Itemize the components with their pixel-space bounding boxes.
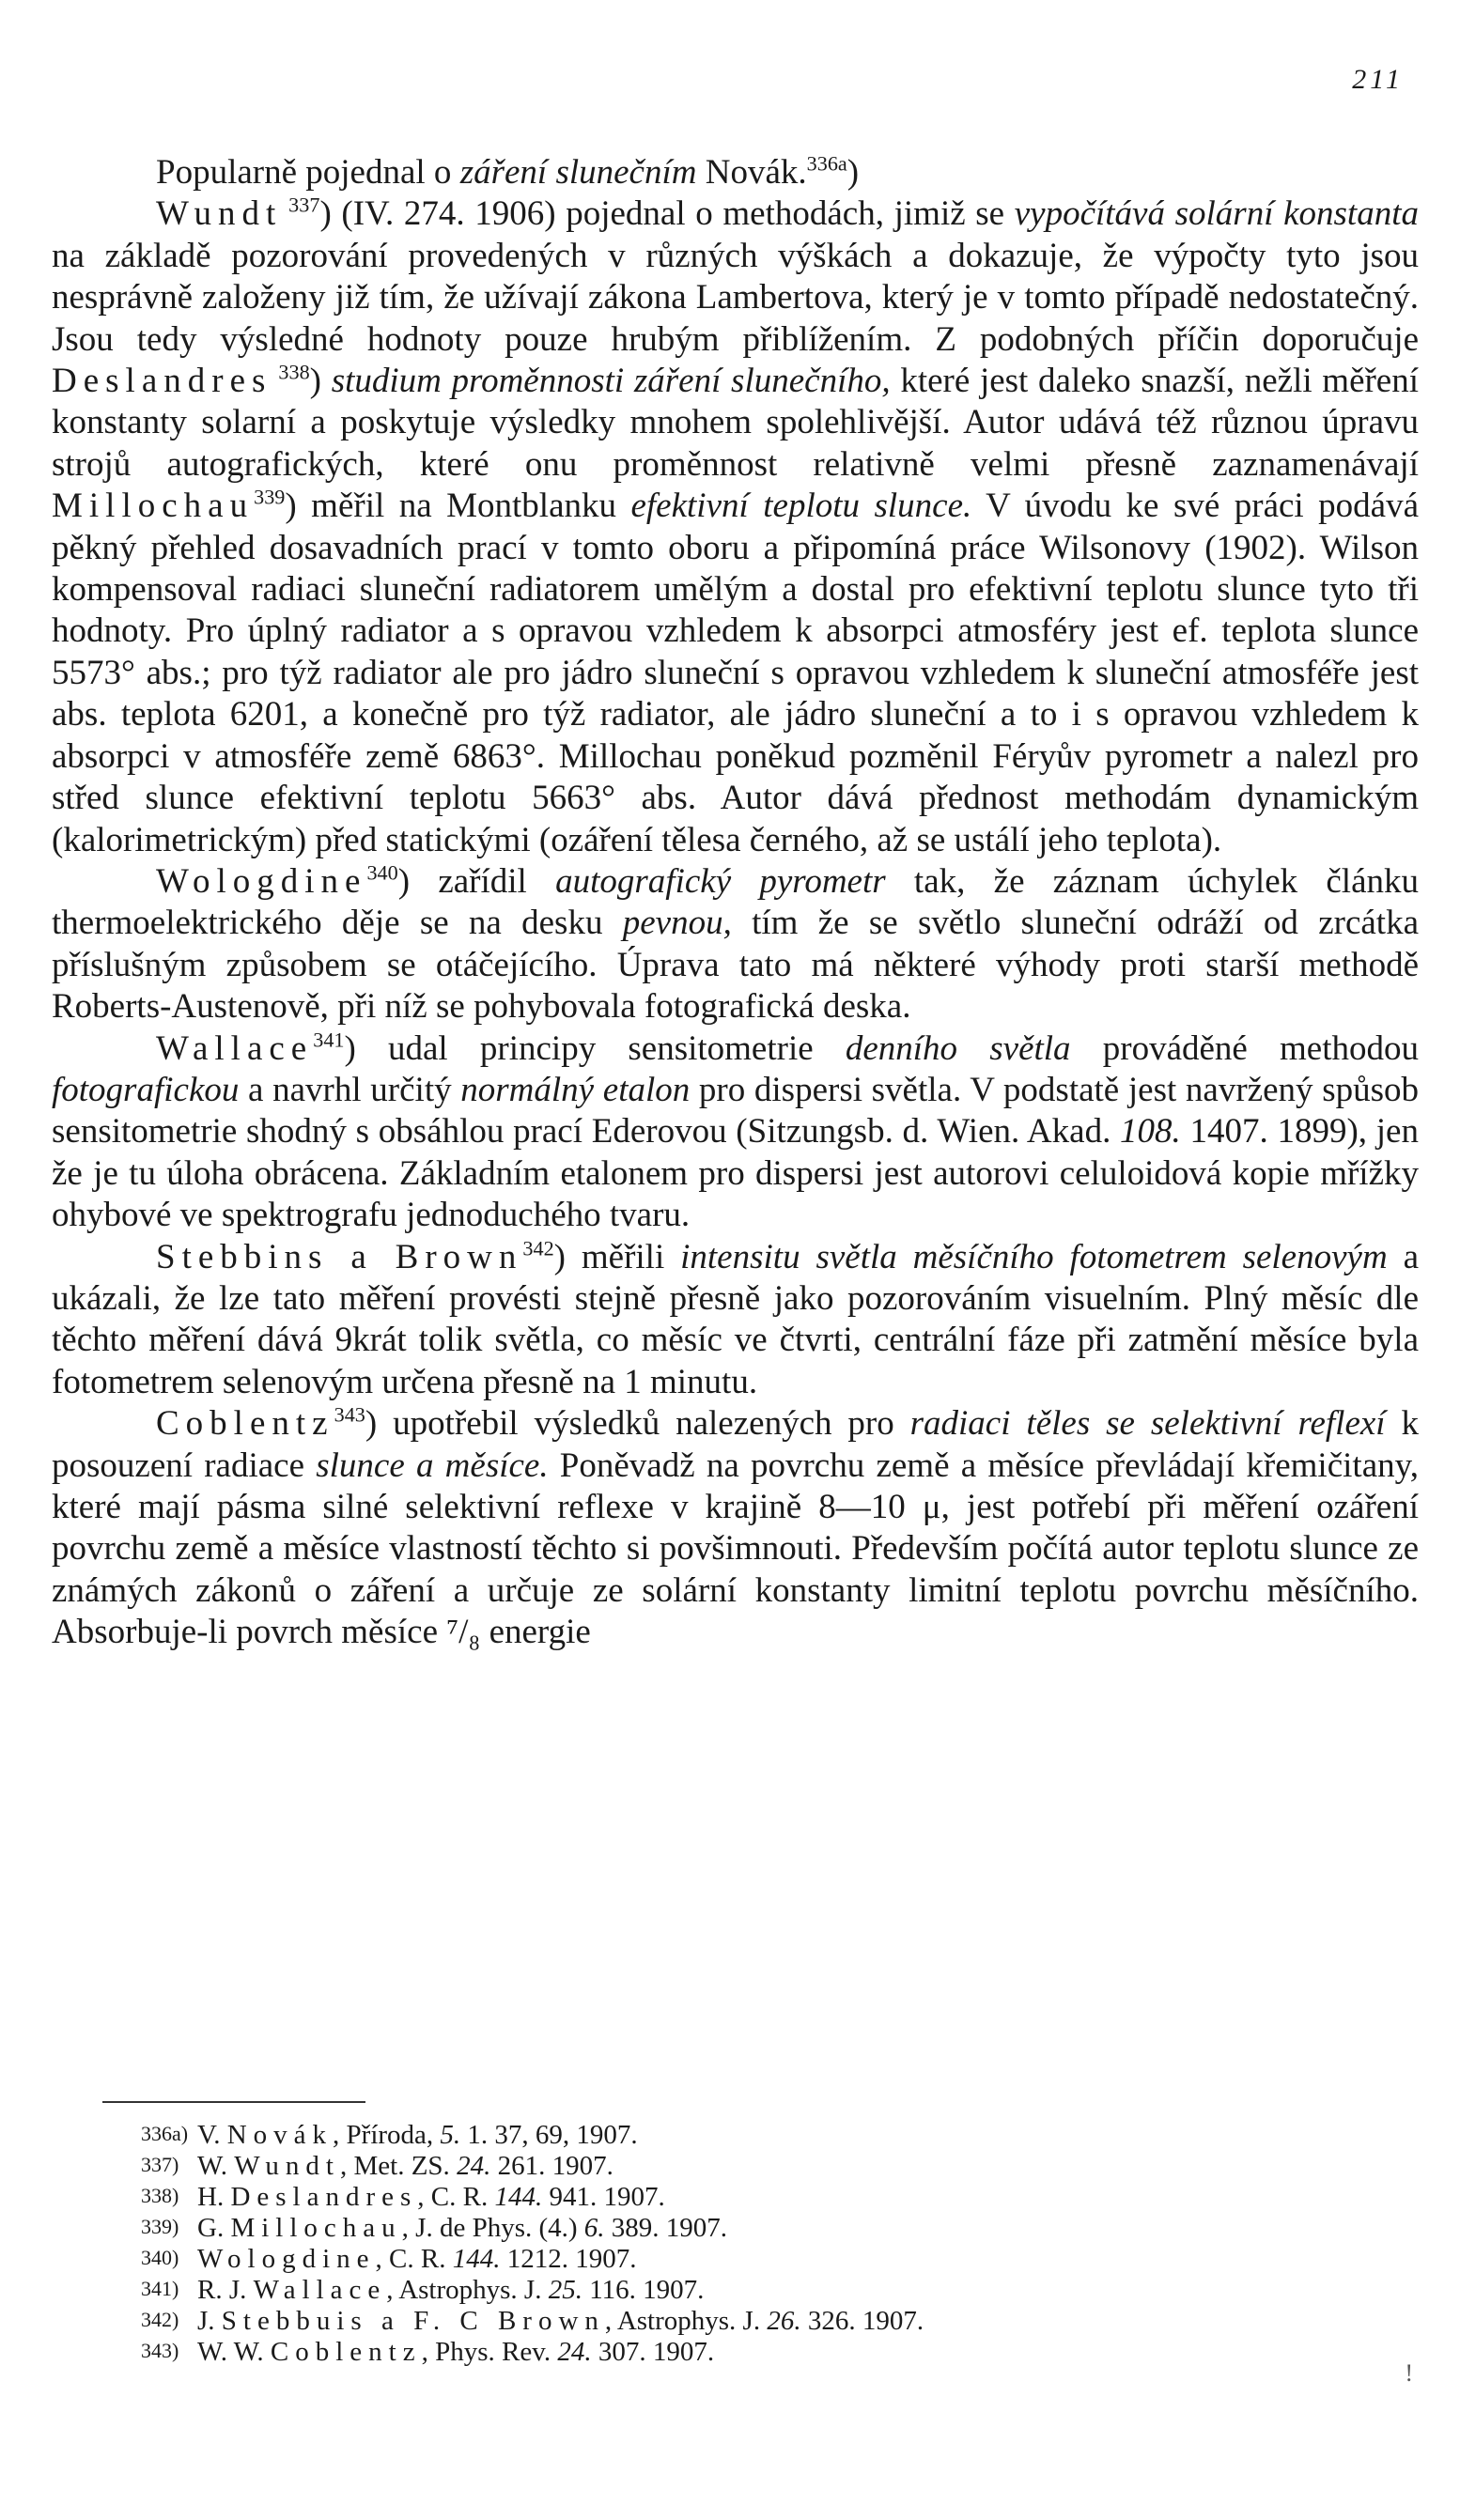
- text-run: 326. 1907.: [800, 2306, 924, 2336]
- text-run: , Příroda,: [333, 2120, 441, 2150]
- footnote: [141, 2274, 1390, 2305]
- italic-term: slunce a měsíce.: [316, 1446, 549, 1485]
- margin-mark: !: [1405, 2359, 1413, 2387]
- footnote-mark: 336a): [141, 2122, 189, 2145]
- text-run: W. W.: [197, 2337, 271, 2367]
- text-run: 389. 1907.: [604, 2213, 728, 2243]
- footnote-divider: [102, 2101, 365, 2103]
- italic-term: pevnou,: [622, 904, 732, 943]
- text-run: 941. 1907.: [542, 2182, 665, 2212]
- italic-term: 24.: [457, 2151, 491, 2181]
- footnote-ref: 343: [334, 1402, 365, 1427]
- author-name: Deslandres: [230, 2182, 418, 2212]
- italic-term: denního světla: [845, 1028, 1071, 1068]
- footnote-mark: 341): [141, 2277, 179, 2300]
- text-run: ) udal principy sensitometrie: [344, 1028, 846, 1068]
- text-run: prováděné methodou: [1070, 1028, 1419, 1068]
- text-run: G.: [197, 2213, 231, 2243]
- footnote-mark: 342): [141, 2308, 179, 2331]
- author-name: Deslandres: [52, 362, 272, 401]
- text-run: J.: [197, 2306, 222, 2336]
- text-run: Popularně pojednal o: [156, 153, 460, 192]
- text-run: ) měřili: [553, 1237, 681, 1276]
- text-run: H.: [197, 2182, 231, 2212]
- text-run: , Phys. Rev.: [421, 2337, 558, 2367]
- italic-term: autografický pyrometr: [555, 861, 886, 901]
- text-run: , J. de Phys. (4.): [401, 2213, 584, 2243]
- author-name: Stebbuis a F. C Brown: [221, 2306, 605, 2336]
- footnote-mark: 337): [141, 2153, 179, 2176]
- text-run: 1407. 1899), jen že je tu úloha obrácena. Základním etalonem pro dispersi jest autorovi celuloidová kopie mřížky ohybové ve spektrografu jednoduchého tvaru.: [52, 1112, 1419, 1235]
- paragraph: [52, 1403, 1419, 1653]
- footnote-mark: 343): [141, 2339, 179, 2362]
- author-name: Wundt: [234, 2151, 340, 2181]
- italic-term: normálný etalon: [460, 1070, 691, 1109]
- footnote: [141, 2336, 1390, 2367]
- footnote-ref: 340: [366, 860, 398, 885]
- text-run: , Astrophys. J.: [386, 2275, 549, 2305]
- footnote-ref: 338: [272, 360, 310, 384]
- author-name: Wallace: [156, 1028, 314, 1068]
- page-number: 211: [1352, 64, 1404, 95]
- italic-term: fotografickou: [52, 1070, 240, 1109]
- text-run: , Astrophys. J.: [604, 2306, 768, 2336]
- footnote-ref: 341: [313, 1028, 345, 1052]
- text-run: ) měřil na Montblanku: [285, 487, 631, 526]
- footnote: [141, 2119, 1390, 2150]
- text-run: ) zařídil: [397, 861, 556, 901]
- main-text: [52, 152, 1419, 1654]
- text-run: V.: [197, 2120, 227, 2150]
- italic-term: vypočítává solární konstanta: [1014, 194, 1419, 234]
- footnote: [141, 2212, 1390, 2243]
- text-run: ) upotřebil výsledků nalezených pro: [365, 1404, 910, 1444]
- text-run: tím že se světlo sluneční odráží od zrcátka příslušným způsobem se otáčejícího. Úprava tato má některé výhody proti starší methodě Roberts-Austenově, při níž se pohybovala fotografická deska.: [52, 904, 1419, 1027]
- italic-term: intensitu světla měsíčního fotometrem selenovým: [680, 1237, 1388, 1276]
- text-run: 261. 1907.: [490, 2151, 614, 2181]
- text-run: 1212. 1907.: [500, 2244, 637, 2274]
- author-name: Coblentz: [270, 2337, 422, 2367]
- italic-term: 144.: [494, 2182, 543, 2212]
- italic-term: 25.: [548, 2275, 582, 2305]
- author-name: Millochau: [52, 487, 255, 526]
- text-run: ): [846, 153, 860, 192]
- footnotes: [141, 2119, 1390, 2367]
- text-run: Poněvadž na povrchu země a měsíce převládají křemičitany, které mají pásma silné selektivní reflexe v krajině 8—10 μ, jest potřebí při měření ozáření povrchu země a měsíce vlastností těchto si povšimnouti. Především počítá autor teplotu slunce ze známých zákonů o záření a určuje ze solární konstanty limitní teplotu povrchu měsíčního. Absorbuje-li povrch měsíce ⁷/₈ energie: [52, 1446, 1419, 1652]
- paragraph: [52, 193, 1419, 861]
- italic-term: 26.: [767, 2306, 801, 2336]
- paragraph: [52, 1237, 1419, 1404]
- text-run: R. J.: [197, 2275, 254, 2305]
- author-name: Wallace: [253, 2275, 387, 2305]
- footnote-ref: 342: [522, 1236, 554, 1260]
- text-run: ) (IV. 274. 1906) pojednal o methodách, jimiž se: [319, 194, 1015, 234]
- italic-term: studium proměnnosti záření slunečního,: [331, 362, 891, 401]
- text-run: , C. R.: [417, 2182, 495, 2212]
- italic-term: 24.: [557, 2337, 592, 2367]
- author-name: Wologdine: [156, 861, 367, 901]
- italic-term: 108.: [1120, 1112, 1181, 1152]
- paragraph: [52, 861, 1419, 1028]
- text-run: 307. 1907.: [591, 2337, 715, 2367]
- footnote-ref: 337: [282, 193, 320, 218]
- text-run: ): [309, 362, 332, 401]
- author-name: Millochau: [230, 2213, 402, 2243]
- author-name: Wundt: [156, 194, 283, 234]
- text-run: V úvodu ke své práci podává pěkný přehled dosavadních prací v tomto oboru a připomíná práce Wilsonovy (1902). Wilson kompensoval radiaci sluneční radiatorem umělým a dostal pro efektivní teplotu slunce tyto tři hodnoty. Pro úplný radiator a s opravou vzhledem k absorpci atmosféry jest ef. teplota slunce 5573° abs.; pro týž radiator ale pro jádro sluneční s opravou vzhledem k sluneční atmosféře jest abs. teplota 6201, a konečně pro týž radiator, ale jádro sluneční a to i s opravou vzhledem k absorpci v atmosféře země 6863°. Millochau poněkud pozměnil Féryův pyrometr a nalezl pro střed slunce efektivní teplotu 5663° abs. Autor dává přednost methodám dynamickým (kalorimetrickým) před statickými (ozáření tělesa černého, až se ustálí jeho teplota).: [52, 487, 1420, 859]
- footnote-ref: 339: [254, 485, 286, 509]
- paragraph: [52, 152, 1419, 193]
- text-run: na základě pozorování provedených v různých výškách a dokazuje, že výpočty tyto jsou nesprávně založeny již tím, že užívají zákona Lambertova, který je v tomto případě nedostatečný. Jsou tedy výsledné hodnoty pouze hrubým přiblížením. Z podobných příčin doporučuje: [52, 236, 1419, 359]
- footnote-ref: 336a: [806, 151, 847, 176]
- italic-term: 6.: [583, 2213, 605, 2243]
- text-run: , Met. ZS.: [340, 2151, 458, 2181]
- text-run: 1. 37, 69, 1907.: [460, 2120, 638, 2150]
- footnote: [141, 2305, 1390, 2336]
- footnote: [141, 2150, 1390, 2181]
- text-run: Novák.: [696, 153, 807, 192]
- footnote: [141, 2181, 1390, 2212]
- text-run: , C. R.: [375, 2244, 453, 2274]
- paragraph: [52, 1028, 1419, 1237]
- italic-term: záření slunečním: [459, 153, 697, 192]
- italic-term: 5.: [440, 2120, 461, 2150]
- text-run: a navrhl určitý: [239, 1070, 461, 1109]
- author-name: Stebbins a Brown: [156, 1237, 523, 1276]
- text-run: 116. 1907.: [582, 2275, 705, 2305]
- footnote-mark: 338): [141, 2184, 179, 2207]
- footnote-mark: 339): [141, 2215, 179, 2238]
- italic-term: radiaci těles se selektivní reflexí: [909, 1404, 1386, 1444]
- footnote: [141, 2243, 1390, 2274]
- text-run: které jest daleko snazší, nežli měření konstanty solarní a poskytuje výsledky mnohem spolehlivější. Autor udává též různou úpravu strojů autografických, které onu proměnnost relativně velmi přesně zaznamenávají: [52, 362, 1420, 484]
- text-run: tak, že záznam úchylek článku thermoelektrického děje se na desku: [52, 861, 1420, 943]
- author-name: Novák: [226, 2120, 334, 2150]
- text-run: pro dispersi světla. V podstatě jest navržený spůsob sensitometrie shodný s obsáhlou prací Ederovou (Sitzungsb. d. Wien. Akad.: [52, 1070, 1419, 1152]
- text-run: W.: [197, 2151, 235, 2181]
- text-run: a ukázali, že lze tato měření provésti stejně přesně jako pozorováním visuelním. Plný měsíc dle těchto měření dává 9krát tolik světla, co měsíc ve čtvrti, centrální fáze při zatmění měsíce byla fotometrem selenovým určena přesně na 1 minutu.: [52, 1237, 1419, 1401]
- italic-term: efektivní teplotu slunce.: [630, 487, 972, 526]
- author-name: Wologdine: [197, 2244, 376, 2274]
- footnote-mark: 340): [141, 2246, 179, 2269]
- text-run: k posouzení radiace: [52, 1404, 1419, 1485]
- author-name: Coblentz: [156, 1404, 334, 1444]
- italic-term: 144.: [452, 2244, 501, 2274]
